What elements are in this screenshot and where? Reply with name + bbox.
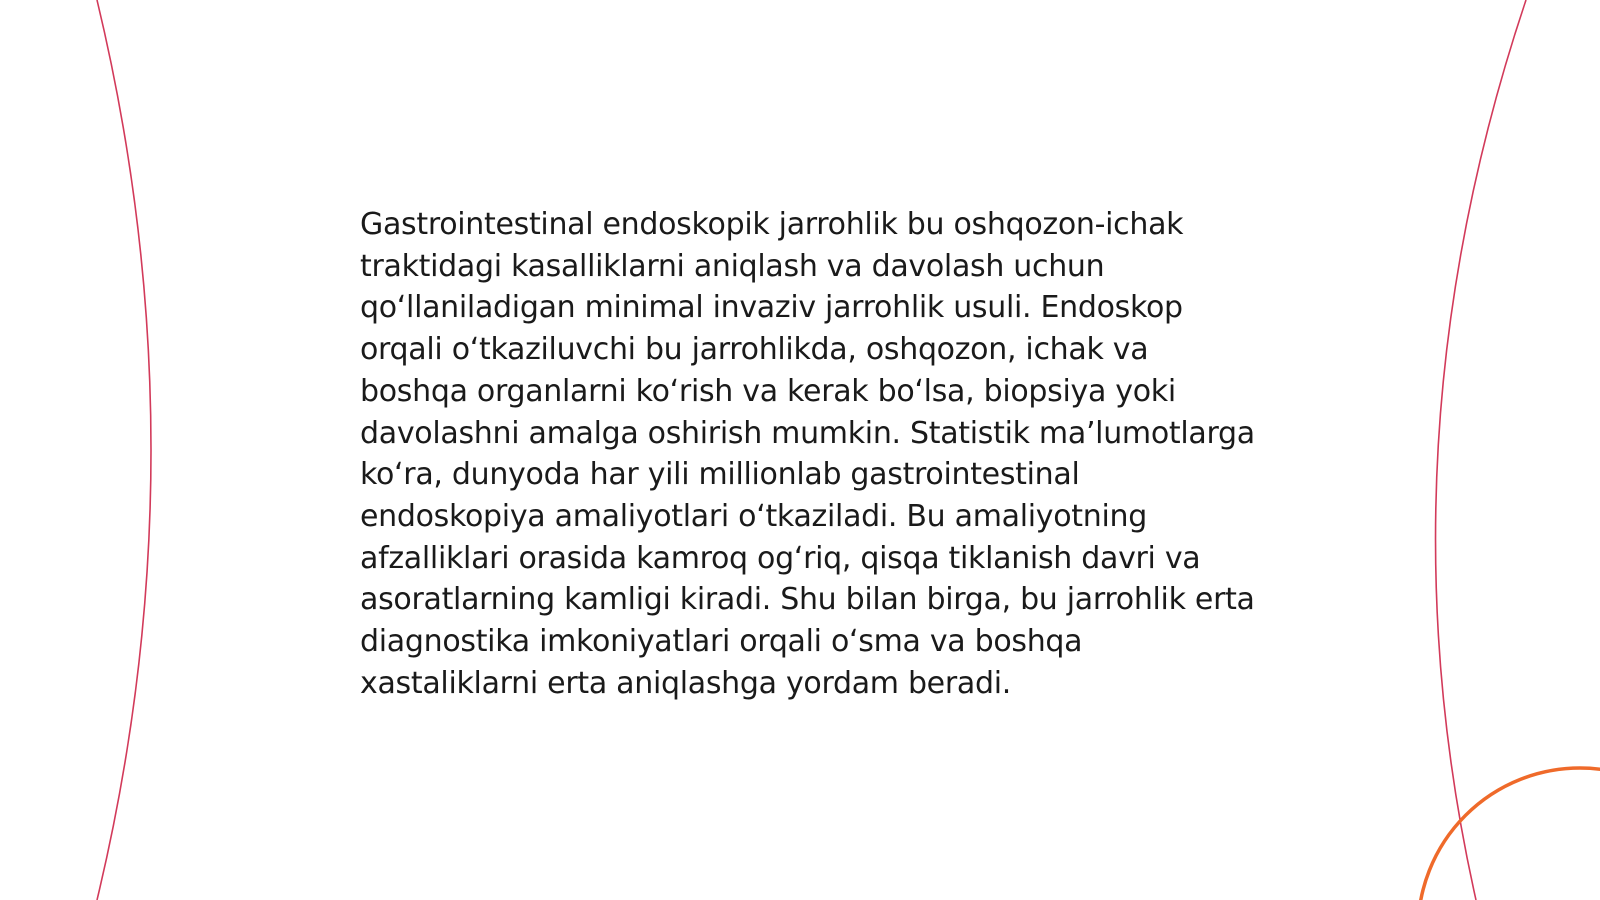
left-curve-line	[97, 0, 151, 900]
body-paragraph: Gastrointestinal endoskopik jarrohlik bu oshqozon-ichak traktidagi kasalliklarni aniqlash va davolash uchun qo‘llaniladigan minimal invaziv jarrohlik usuli. Endoskop orqali o‘tkaziluvchi bu jarrohlikda, oshqozon, ichak va boshqa organlarni ko‘rish va kerak bo‘lsa, biopsiya yoki davolashni amalga oshirish mumkin. Statistik ma’lumotlarga ko‘ra, dunyoda har yili millionlab gastrointestinal endoskopiya amaliyotlari o‘tkaziladi. Bu amaliyotning afzalliklari orasida kamroq og‘riq, qisqa tiklanish davri va asoratlarning kamligi kiradi. Shu bilan birga, bu jarrohlik erta diagnostika imkoniyatlari orqali o‘sma va boshqa xastaliklarni erta aniqlashga yordam beradi.	[360, 207, 1255, 701]
orange-accent-arc	[1418, 768, 1600, 900]
right-curve-line	[1436, 0, 1526, 900]
